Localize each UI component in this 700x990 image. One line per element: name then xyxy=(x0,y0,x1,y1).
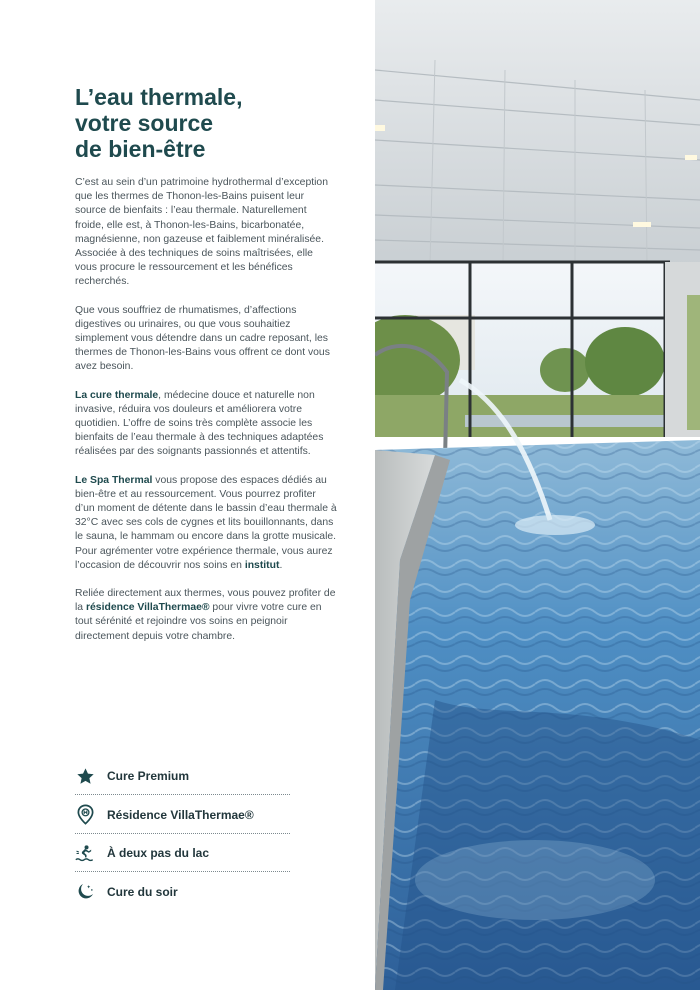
feature-label: À deux pas du lac xyxy=(107,846,210,860)
paragraph-spa xyxy=(75,474,337,573)
moon-icon xyxy=(75,882,95,902)
feature-cure-premium xyxy=(75,758,290,795)
feature-residence xyxy=(75,797,290,834)
institut-link[interactable]: institut xyxy=(244,559,280,571)
star-icon xyxy=(75,766,95,786)
paragraph-spa-end: . xyxy=(279,559,283,571)
paragraph-cure xyxy=(75,389,337,460)
paragraph-conditions xyxy=(75,304,337,375)
title-line-2: votre source xyxy=(75,110,214,136)
body-text xyxy=(75,176,337,658)
title-line-3: de bien-être xyxy=(75,136,206,162)
location-pin-icon xyxy=(75,805,95,825)
feature-label: Cure Premium xyxy=(107,769,190,783)
title-line-1: L’eau thermale, xyxy=(75,84,243,110)
feature-label: Résidence VillaThermae® xyxy=(107,807,254,822)
feature-lake xyxy=(75,835,290,872)
residence-bold: résidence VillaThermae® xyxy=(85,602,210,614)
paragraph-spa-text: vous propose des espaces dédiés au bien-être et au ressourcement. Vous pourrez profiter d’un moment de détente dans le bassin d’eau thermale à 32°C avec ses cols de cygnes et lits bouillonnants, dans le sauna, le hammam ou encore dans la grotte musicale. Pour agrémenter votre expérience thermale, vous aurez l’occasion de découvrir nos soins en xyxy=(75,474,337,571)
paragraph-cure-text: , médecine douce et naturelle non invasive, réduira vos douleurs et améliorera votre quotidien. L’offre de soins très complète associe les bienfaits de l’eau thermale à des techniques adaptées réalisées par des soignants passionnés et attentifs. xyxy=(75,389,324,458)
paragraph-conditions-text: Que vous souffriez de rhumatismes, d’affections digestives ou urinaires, ou que vous souhaitiez simplement vous détendre dans un cadre reposant, les thermes de Thonon-les-Bains vous offrent ce dont vous avez besoin. xyxy=(75,304,330,373)
feature-cure-soir xyxy=(75,874,290,910)
paragraph-residence-text: pour vivre votre cure en tout sérénité et rejoindre vos soins en peignoir directement depuis votre chambre. xyxy=(75,602,322,642)
cure-thermale-bold: La cure thermale xyxy=(75,389,159,401)
feature-label: Cure du soir xyxy=(107,884,178,899)
feature-list xyxy=(75,758,290,911)
paragraph-residence-start: Reliée directement aux thermes, vous pouvez profiter de la xyxy=(75,588,336,614)
page-title xyxy=(75,84,355,162)
thermal-pool-photo xyxy=(375,0,700,990)
paragraph-intro xyxy=(75,176,337,290)
paragraph-residence xyxy=(75,587,337,644)
spa-thermal-bold: Le Spa Thermal xyxy=(75,474,153,486)
paragraph-intro-text: C’est au sein d’un patrimoine hydrothermal d’exception que les thermes de Thonon-les-Bains puisent leur source de bienfaits : l’eau thermale. Naturellement froide, elle est, à Thonon-les-Bains, bicarbonatée, magnésienne, non gazeuse et faiblement minéralisée. Associée à des techniques de soins maîtrisées, elle vous procure le ressourcement et les bénéfices recherchés. xyxy=(75,177,328,288)
lake-icon xyxy=(75,843,95,863)
